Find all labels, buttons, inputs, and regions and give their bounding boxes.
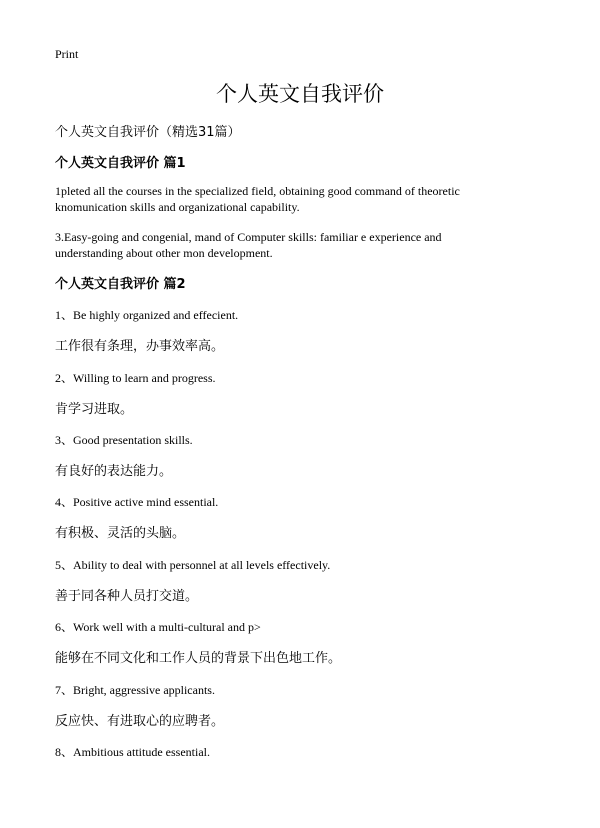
list-item-zh: 善于同各种人员打交道。 [55, 589, 199, 604]
list-item-en: 4、Positive active mind essential. [55, 495, 219, 509]
paragraph-1-line-2: knomunication skills and organizational capability. [55, 200, 300, 214]
list-item-en: 8、Ambitious attitude essential. [55, 745, 210, 759]
paragraph-2 [55, 229, 525, 261]
list-item-zh: 有积极、灵活的头脑。 [55, 526, 186, 541]
list-item-en: 7、Bright, aggressive applicants. [55, 683, 215, 697]
list-item-zh: 反应快、有进取心的应聘者。 [55, 714, 225, 729]
paragraph-1 [55, 183, 525, 215]
list-item-en: 6、Work well with a multi-cultural and p> [55, 620, 261, 634]
list-item-zh: 有良好的表达能力。 [55, 464, 173, 479]
print-label: Print [55, 47, 79, 61]
subtitle: 个人英文自我评价（精选31篇） [55, 125, 241, 140]
list-item-en: 3、Good presentation skills. [55, 433, 193, 447]
page-title: 个人英文自我评价 [216, 82, 384, 106]
list-item-en: 2、Willing to learn and progress. [55, 371, 216, 385]
section-heading-2: 个人英文自我评价 篇2 [55, 277, 186, 292]
list-item-en: 1、Be highly organized and effecient. [55, 308, 239, 322]
paragraph-1-line-1: 1pleted all the courses in the specialized field, obtaining good command of theoretic [55, 184, 460, 198]
list-item-en: 5、Ability to deal with personnel at all levels effectively. [55, 558, 331, 572]
list-item-zh: 肯学习进取。 [55, 402, 134, 417]
paragraph-2-line-2: understanding about other mon development. [55, 246, 273, 260]
section-heading-1: 个人英文自我评价 篇1 [55, 156, 186, 171]
list-item-zh: 工作很有条理，办事效率高。 [55, 339, 225, 354]
paragraph-2-line-1: 3.Easy-going and congenial, mand of Computer skills: familiar e experience and [55, 230, 442, 244]
list-item-zh: 能够在不同文化和工作人员的背景下出色地工作。 [55, 651, 342, 666]
